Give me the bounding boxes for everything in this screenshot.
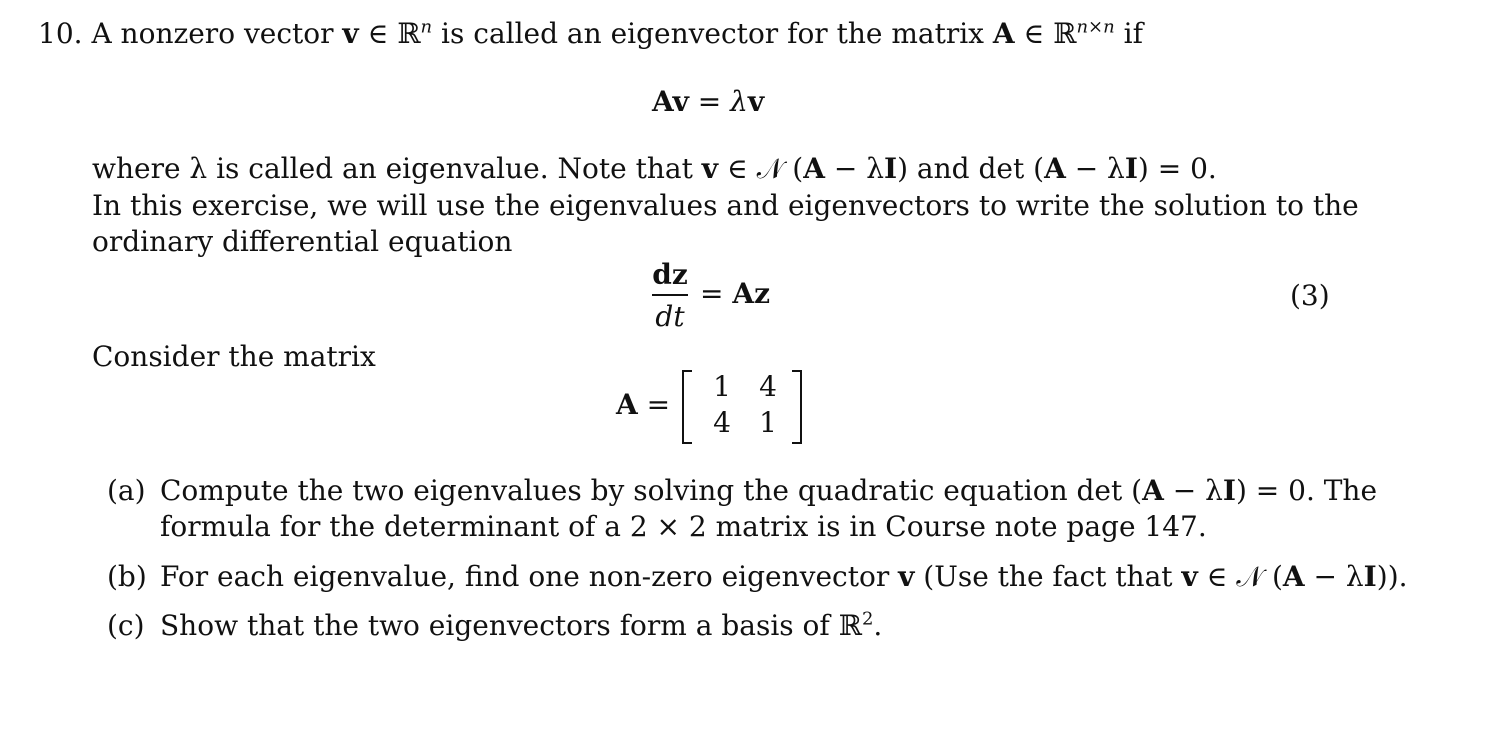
ode-rhs: = Az [700,277,770,310]
ode-sentence: ordinary differential equation [92,225,513,258]
right-bracket [792,370,802,444]
matrix-A [682,370,802,442]
matrix-label: A = [616,388,671,421]
problem-number: 10. [38,17,83,50]
part-b-text: For each eigenvalue, find one non-zero eigenvector v (Use the fact that v ∈ 𝒩 (A − λI)). [160,560,1408,593]
left-bracket [682,370,692,444]
eigen-equation: Av = λv [652,85,765,118]
matrix-cell: 1 [713,370,731,403]
matrix-cell: 1 [759,406,777,439]
ode-numerator: dz [652,258,688,291]
part-c-text: Show that the two eigenvectors form a basis of ℝ$^2$. [160,608,883,642]
part-b-label: (b) [107,560,147,593]
matrix-cell: 4 [713,406,731,439]
matrix-cell: 4 [759,370,777,403]
fraction-bar [652,294,688,296]
part-a-line2: formula for the determinant of a 2 × 2 matrix is in Course note page 147. [160,510,1207,543]
equation-tag: (3) [1290,279,1330,312]
part-a-line1: Compute the two eigenvalues by solving the quadratic equation det (A − λI) = 0. The [160,474,1378,507]
problem-statement: 10. A nonzero vector v ∈ ℝ$^n$ is called an eigenvector for the matrix A ∈ ℝ$^{n\times n}$ if [38,16,1143,50]
part-a-label: (a) [107,474,146,507]
ode-fraction [652,258,688,334]
eigenvalue-note: where λ is called an eigenvalue. Note that v ∈ 𝒩 (A − λI) and det (A − λI) = 0. [92,152,1217,185]
ode-denominator: dt [655,300,685,333]
consider-matrix: Consider the matrix [92,340,376,373]
exercise-sentence: In this exercise, we will use the eigenvalues and eigenvectors to write the solution to the [92,189,1359,222]
part-c-label: (c) [107,609,145,642]
